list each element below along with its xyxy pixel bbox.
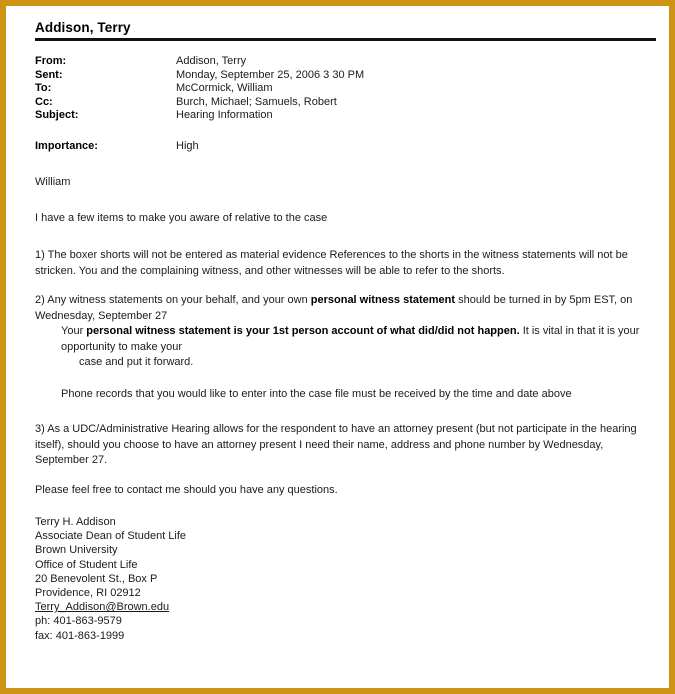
paragraph-2-line-3: case and put it forward. [79, 356, 194, 368]
header-label-cc: Cc: [35, 95, 53, 108]
header-row-cc [35, 96, 655, 110]
header-value-subject: Hearing Information [176, 109, 273, 121]
header-value-cc: Burch, Michael; Samuels, Robert [176, 95, 337, 108]
signature-block [35, 515, 655, 643]
closing-line: Please feel free to contact me should you have any questions. [35, 483, 338, 496]
header-value-from: Addison, Terry [176, 55, 247, 67]
paragraph-2-bold-1: personal witness statement [310, 294, 456, 306]
header-row-subject [35, 109, 655, 123]
paragraph-2-bold-2: personal witness statement is your 1st person account of what did/did not happen. [86, 325, 520, 337]
header-row-from [35, 55, 655, 69]
page-title: Addison, Terry [35, 20, 131, 35]
document-body [6, 6, 669, 643]
email-header-fields [35, 55, 655, 153]
signature-city-state-zip: Providence, RI 02912 [35, 587, 141, 600]
header-label-subject: Subject: [35, 109, 79, 121]
header-value-to: McCormick, William [176, 82, 273, 94]
signature-organization: Brown University [35, 544, 118, 557]
intro-line: I have a few items to make you aware of relative to the case [35, 211, 328, 224]
header-row-to [35, 82, 655, 96]
header-value-importance: High [176, 139, 199, 152]
header-label-from: From: [35, 55, 67, 67]
paragraph-2-line-1 [35, 293, 649, 324]
header-label-to: To: [35, 82, 52, 94]
signature-name: Terry H. Addison [35, 516, 116, 528]
paragraph-1: 1) The boxer shorts will not be entered as material evidence References to the shorts in the witness statements will not be stricken. You and the complaining witness, and other witnesses will be able to refer to the shorts. [35, 249, 628, 277]
signature-fax: fax: 401-863-1999 [35, 629, 125, 642]
signature-street: 20 Benevolent St., Box P [35, 572, 158, 585]
header-row-sent [35, 69, 655, 83]
title-divider [35, 38, 656, 41]
paragraph-2-text-b: should be turned in by 5pm EST, on Wednesday, September 27 [35, 294, 633, 322]
paragraph-2-line2-text-b: It is vital in that it is your opportunity to make your [61, 325, 640, 353]
signature-title: Associate Dean of Student Life [35, 530, 187, 543]
paragraph-3: 3) As a UDC/Administrative Hearing allows for the respondent to have an attorney present (but not participate in the hearing itself), should you choose to have an attorney present I need their name, address and phone number by Wednesday, September 27. [35, 423, 637, 466]
paragraph-2-line-2 [35, 324, 655, 355]
signature-email-link[interactable]: Terry_Addison@Brown.edu [35, 601, 170, 614]
paragraph-phone-records: Phone records that you would like to enter into the case file must be received by the time and date above [61, 387, 572, 400]
paragraph-2-line2-text-a: Your [61, 325, 87, 337]
header-label-sent: Sent: [35, 68, 63, 81]
message-body [35, 175, 655, 643]
greeting-line: William [35, 176, 71, 188]
signature-phone: ph: 401-863-9579 [35, 615, 122, 628]
header-label-importance: Importance: [35, 139, 98, 152]
header-row-importance [35, 140, 655, 154]
header-value-sent: Monday, September 25, 2006 3 30 PM [176, 68, 365, 81]
signature-office: Office of Student Life [35, 558, 138, 571]
paragraph-2-text-a: 2) Any witness statements on your behalf, and your own [35, 294, 311, 306]
